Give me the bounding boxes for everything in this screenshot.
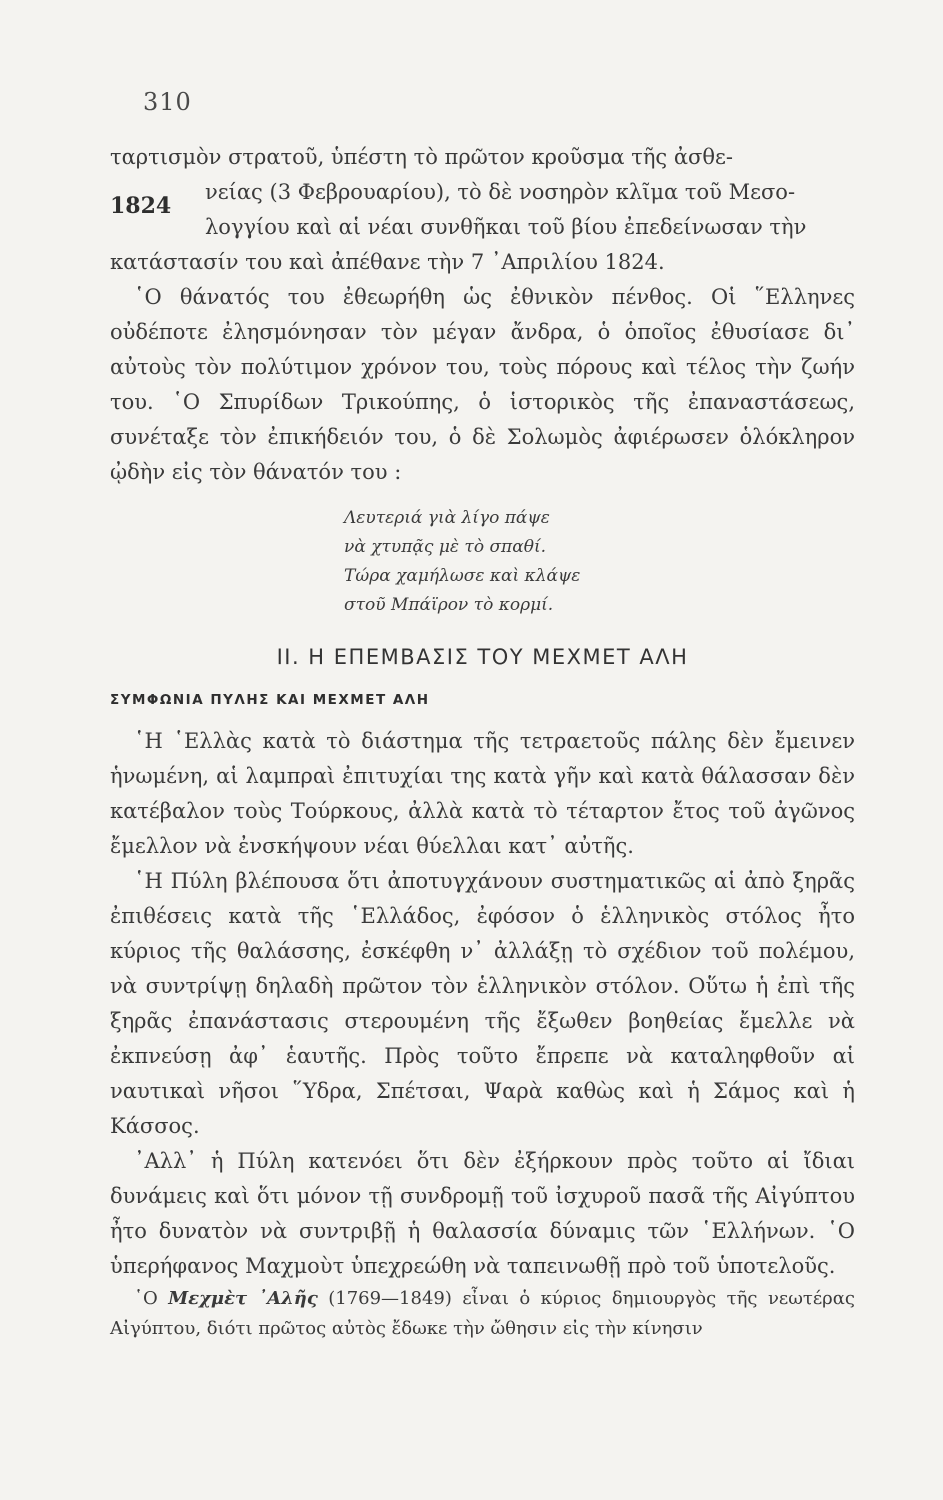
footnote bbox=[110, 1284, 855, 1344]
page-body bbox=[110, 140, 855, 1344]
poem-line: Λευτεριά γιὰ λίγο πάψε bbox=[344, 508, 550, 528]
chapter-heading: ΙΙ. Η ΕΠΕΜΒΑΣΙΣ ΤΟΥ ΜΕΧΜΕΤ ΑΛΗ bbox=[276, 645, 689, 669]
poem bbox=[110, 504, 855, 620]
footnote-name: Μεχμὲτ ᾽Αλῆς bbox=[168, 1288, 318, 1309]
p1-line-2: νείας (3 Φεβρουαρίου), τὸ δὲ νοσηρὸν κλῖμα τοῦ Μεσο- bbox=[205, 180, 796, 204]
section-subheading: ΣΥΜΦΩΝΙΑ ΠΥΛΗΣ ΚΑΙ ΜΕΧΜΕΤ ΑΛΗ bbox=[110, 692, 430, 708]
footnote-prefix: ῾Ο bbox=[134, 1288, 169, 1309]
paragraph-2: ῾Ο θάνατός του ἐθεωρήθη ὡς ἐθνικὸν πένθος. Οἱ ῞Ελληνες οὐδέποτε ἐλησμόνησαν τὸν μέγαν ἄνδρα, ὁ ὁποῖος ἐθυσίασε δι᾽ αὐτοὺς τὸν πολύτιμον χρόνον του, τοὺς πόρους καὶ τέλος τὴν ζωήν του. ῾Ο Σπυρίδων Τρικούπης, ὁ ἱστορικὸς τῆς ἐπαναστάσεως, συνέταξε τὸν ἐπικήδειόν του, ὁ δὲ Σολωμὸς ἀφιέρωσεν ὁλόκληρον ᾠδὴν εἰς τὸν θάνατόν του : bbox=[110, 285, 855, 484]
paragraph-4: ῾Η Πύλη βλέπουσα ὅτι ἀποτυγχάνουν συστηματικῶς αἱ ἀπὸ ξηρᾶς ἐπιθέσεις κατὰ τῆς ῾Ελλάδος, ἐφόσον ὁ ἑλληνικὸς στόλος ἦτο κύριος τῆς θαλάσσης, ἐσκέφθη ν᾽ ἀλλάξῃ τὸ σχέδιον τοῦ πολέμου, νὰ συντρίψῃ δηλαδὴ πρῶτον τὸν ἑλληνικὸν στόλον. Οὕτω ἡ ἐπὶ τῆς ξηρᾶς ἐπανάστασις στερουμένη τῆς ἔξωθεν βοηθείας ἔμελλε νὰ ἐκπνεύσῃ ἀφ᾽ ἑαυτῆς. Πρὸς τοῦτο ἔπρεπε νὰ καταληφθοῦν αἱ ναυτικαὶ νῆσοι ῞Υδρα, Σπέτσαι, Ψαρὰ καθὼς καὶ ἡ Σάμος καὶ ἡ Κάσσος. bbox=[110, 869, 855, 1138]
poem-line: στοῦ Μπάϊρον τὸ κορμί. bbox=[344, 595, 554, 615]
p1-line-1: ταρτισμὸν στρατοῦ, ὑπέστη τὸ πρῶτον κροῦσμα τῆς ἀσθε- bbox=[110, 145, 733, 169]
footnote-text: (1769—1849) εἶναι ὁ κύριος δημιουργὸς τῆς νεωτέρας Αἰγύπτου, διότι πρῶτος αὐτὸς ἔδωκε τὴν ὤθησιν εἰς τὴν κίνησιν bbox=[110, 1288, 855, 1339]
page-number: 310 bbox=[143, 88, 192, 116]
p1-line-4: κατάστασίν του καὶ ἀπέθανε τὴν 7 ᾽Απριλίου 1824. bbox=[110, 250, 665, 274]
paragraph-3: ῾Η ῾Ελλὰς κατὰ τὸ διάστημα τῆς τετραετοῦς πάλης δὲν ἔμεινεν ἡνωμένη, αἱ λαμπραὶ ἐπιτυχίαι της κατὰ γῆν καὶ κατὰ θάλασσαν δὲν κατέβαλον τοὺς Τούρκους, ἀλλὰ κατὰ τὸ τέταρτον ἔτος τοῦ ἀγῶνος ἔμελλον νὰ ἐνσκήψουν νέαι θύελλαι κατ᾽ αὐτῆς. bbox=[110, 729, 855, 858]
paragraph-5: ᾽Αλλ᾽ ἡ Πύλη κατενόει ὅτι δὲν ἐξήρκουν πρὸς τοῦτο αἱ ἴδιαι δυνάμεις καὶ ὅτι μόνον τῇ συνδρομῇ τοῦ ἰσχυροῦ πασᾶ τῆς Αἰγύπτου ἦτο δυνατὸν νὰ συντριβῇ ἡ θαλασσία δύναμις τῶν ῾Ελλήνων. ῾Ο ὑπερήφανος Μαχμοὺτ ὑπεχρεώθη νὰ ταπεινωθῇ πρὸ τοῦ ὑποτελοῦς. bbox=[110, 1149, 855, 1278]
paragraph-1 bbox=[110, 140, 855, 280]
margin-year: 1824 bbox=[110, 193, 172, 219]
poem-line: νὰ χτυπᾷς μὲ τὸ σπαθί. bbox=[344, 537, 547, 557]
poem-line: Τώρα χαμήλωσε καὶ κλάψε bbox=[344, 566, 581, 586]
p1-line-3: λογγίου καὶ αἱ νέαι συνθῆκαι τοῦ βίου ἐπεδείνωσαν τὴν bbox=[205, 215, 807, 239]
